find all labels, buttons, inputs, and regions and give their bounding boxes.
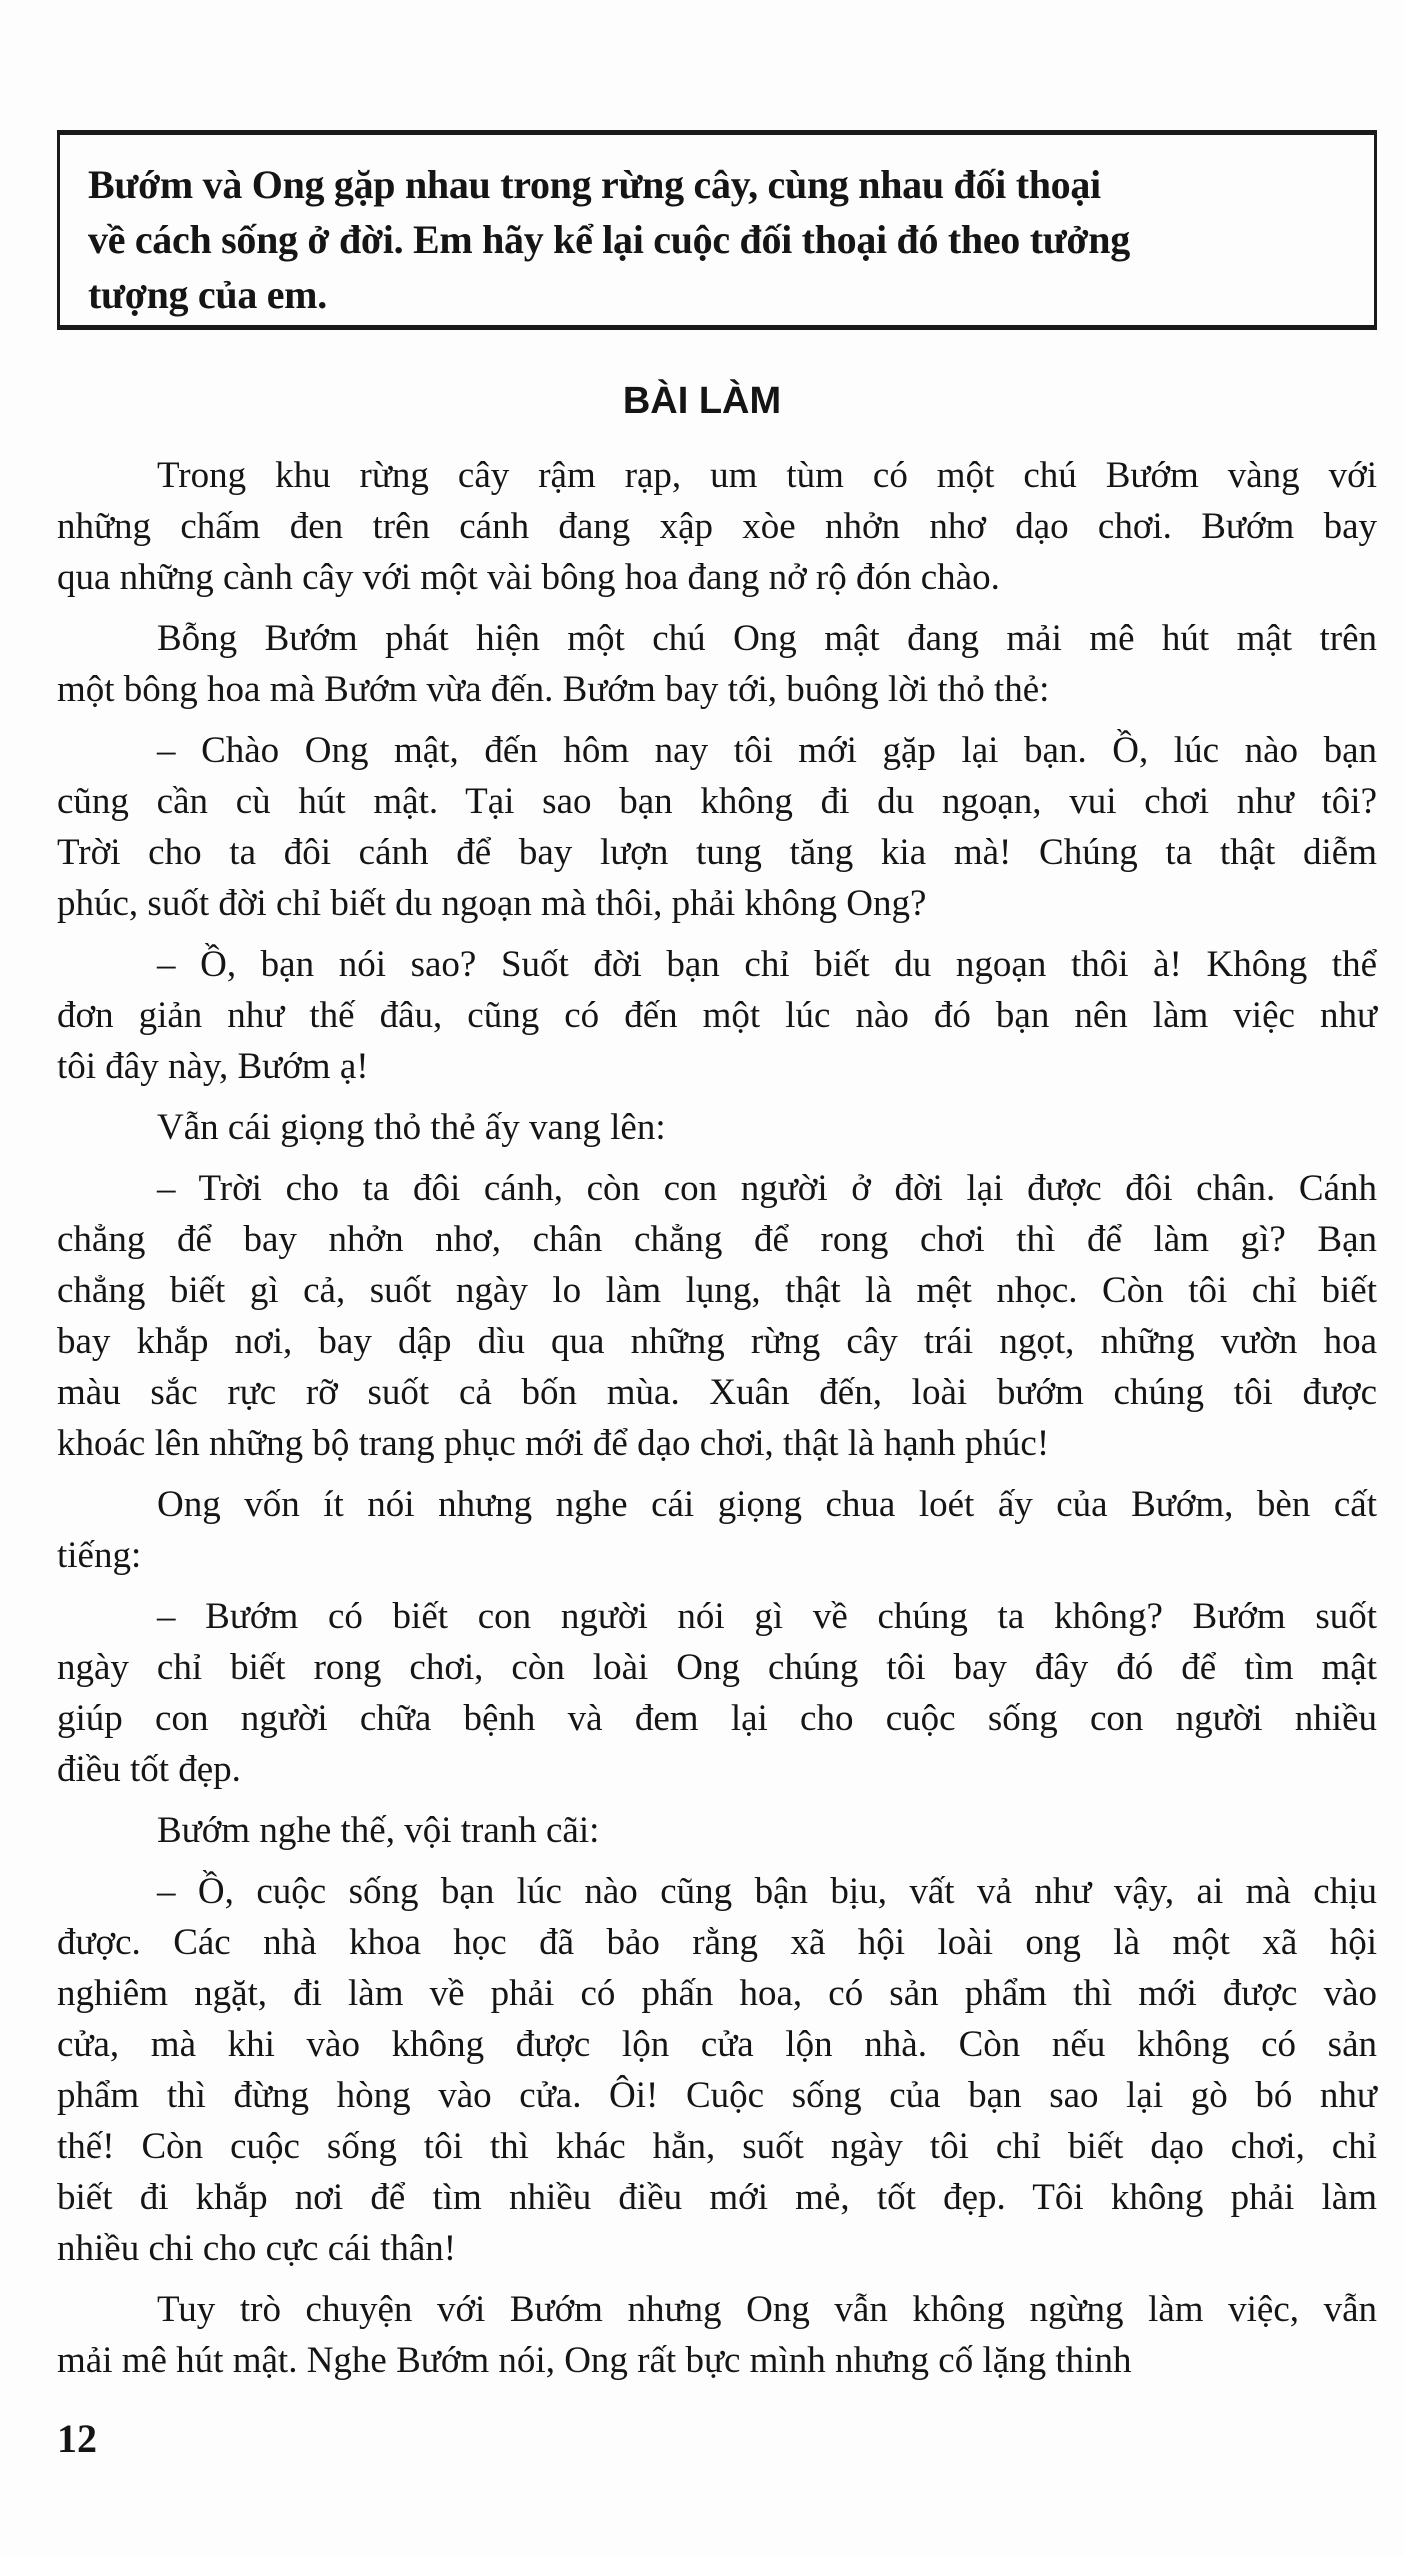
paragraph-line: nhiều chi cho cực cái thân!	[57, 2228, 457, 2269]
paragraph-line: Vẫn cái giọng thỏ thẻ ấy vang lên:	[157, 1107, 666, 1148]
paragraph-line: biết đi khắp nơi để tìm nhiều điều mới mẻ, tốt đẹp. Tôi không phải làm	[57, 2177, 1377, 2218]
paragraph-line: phúc, suốt đời chỉ biết du ngoạn mà thôi, phải không Ong?	[57, 883, 927, 924]
paragraph-line: Ong vốn ít nói nhưng nghe cái giọng chua loét ấy của Bướm, bèn cất	[157, 1484, 1377, 1525]
paragraph-line: qua những cành cây với một vài bông hoa đang nở rộ đón chào.	[57, 557, 1000, 598]
paragraph-line: giúp con người chữa bệnh và đem lại cho cuộc sống con người nhiều	[57, 1698, 1377, 1739]
paragraph	[57, 939, 1377, 1092]
paragraph-line: ngày chỉ biết rong chơi, còn loài Ong chúng tôi bay đây đó để tìm mật	[57, 1647, 1377, 1688]
paragraph	[57, 1163, 1377, 1469]
paragraph-line: tôi đây này, Bướm ạ!	[57, 1046, 369, 1087]
paragraph	[57, 1479, 1377, 1581]
paragraph-line: cửa, mà khi vào không được lộn cửa lộn nhà. Còn nếu không có sản	[57, 2024, 1377, 2065]
paragraph-line: chẳng để bay nhởn nhơ, chân chẳng để rong chơi thì để làm gì? Bạn	[57, 1219, 1377, 1260]
task-prompt-box	[57, 130, 1377, 330]
essay-body	[57, 450, 1377, 2396]
essay-heading: BÀI LÀM	[622, 380, 782, 422]
paragraph	[57, 2284, 1377, 2386]
paragraph-line: nghiêm ngặt, đi làm về phải có phấn hoa, có sản phẩm thì mới được vào	[57, 1973, 1377, 2014]
paragraph	[57, 1102, 1377, 1153]
paragraph-line: Trời cho ta đôi cánh để bay lượn tung tăng kia mà! Chúng ta thật diễm	[57, 832, 1377, 873]
paragraph-line: – Chào Ong mật, đến hôm nay tôi mới gặp lại bạn. Ồ, lúc nào bạn	[157, 730, 1377, 771]
paragraph-line: – Bướm có biết con người nói gì về chúng ta không? Bướm suốt	[157, 1596, 1377, 1637]
paragraph-line: đơn giản như thế đâu, cũng có đến một lúc nào đó bạn nên làm việc như	[57, 995, 1377, 1036]
paragraph	[57, 1805, 1377, 1856]
paragraph-line: thế! Còn cuộc sống tôi thì khác hẳn, suốt ngày tôi chỉ biết dạo chơi, chỉ	[57, 2126, 1377, 2167]
paragraph	[57, 1591, 1377, 1795]
paragraph-line: chẳng biết gì cả, suốt ngày lo làm lụng, thật là mệt nhọc. Còn tôi chỉ biết	[57, 1270, 1377, 1311]
paragraph	[57, 725, 1377, 929]
paragraph-line: phẩm thì đừng hòng vào cửa. Ôi! Cuộc sống của bạn sao lại gò bó như	[57, 2075, 1377, 2116]
task-prompt-line: về cách sống ở đời. Em hãy kể lại cuộc đối thoại đó theo tưởng	[88, 217, 1130, 262]
paragraph-line: Tuy trò chuyện với Bướm nhưng Ong vẫn không ngừng làm việc, vẫn	[157, 2289, 1377, 2330]
paragraph	[57, 450, 1377, 603]
paragraph-line: những chấm đen trên cánh đang xập xòe nhởn nhơ dạo chơi. Bướm bay	[57, 506, 1377, 547]
paragraph-line: màu sắc rực rỡ suốt cả bốn mùa. Xuân đến, loài bướm chúng tôi được	[57, 1372, 1377, 1413]
page-number: 12	[57, 2416, 97, 2461]
paragraph-line: – Ồ, cuộc sống bạn lúc nào cũng bận bịu, vất vả như vậy, ai mà chịu	[157, 1871, 1377, 1912]
paragraph	[57, 613, 1377, 715]
paragraph-line: – Trời cho ta đôi cánh, còn con người ở đời lại được đôi chân. Cánh	[157, 1168, 1377, 1209]
paragraph-line: Bướm nghe thế, vội tranh cãi:	[157, 1810, 600, 1851]
paragraph-line: mải mê hút mật. Nghe Bướm nói, Ong rất bực mình nhưng cố lặng thinh	[57, 2340, 1132, 2381]
paragraph	[57, 1866, 1377, 2274]
paragraph-line: cũng cần cù hút mật. Tại sao bạn không đi du ngoạn, vui chơi như tôi?	[57, 781, 1377, 822]
paragraph-line: – Ồ, bạn nói sao? Suốt đời bạn chỉ biết du ngoạn thôi à! Không thể	[157, 944, 1377, 985]
paragraph-line: được. Các nhà khoa học đã bảo rằng xã hội loài ong là một xã hội	[57, 1922, 1377, 1963]
paragraph-line: tiếng:	[57, 1535, 142, 1576]
paragraph-line: bay khắp nơi, bay dập dìu qua những rừng cây trái ngọt, những vườn hoa	[57, 1321, 1377, 1362]
task-prompt-line: Bướm và Ong gặp nhau trong rừng cây, cùng nhau đối thoại	[88, 162, 1101, 207]
paragraph-line: điều tốt đẹp.	[57, 1749, 241, 1790]
task-prompt-line: tượng của em.	[88, 272, 327, 317]
paragraph-line: khoác lên những bộ trang phục mới để dạo chơi, thật là hạnh phúc!	[57, 1423, 1050, 1464]
paragraph-line: một bông hoa mà Bướm vừa đến. Bướm bay tới, buông lời thỏ thẻ:	[57, 669, 1050, 710]
paragraph-line: Trong khu rừng cây rậm rạp, um tùm có một chú Bướm vàng với	[157, 455, 1377, 496]
paragraph-line: Bỗng Bướm phát hiện một chú Ong mật đang mải mê hút mật trên	[157, 618, 1377, 659]
